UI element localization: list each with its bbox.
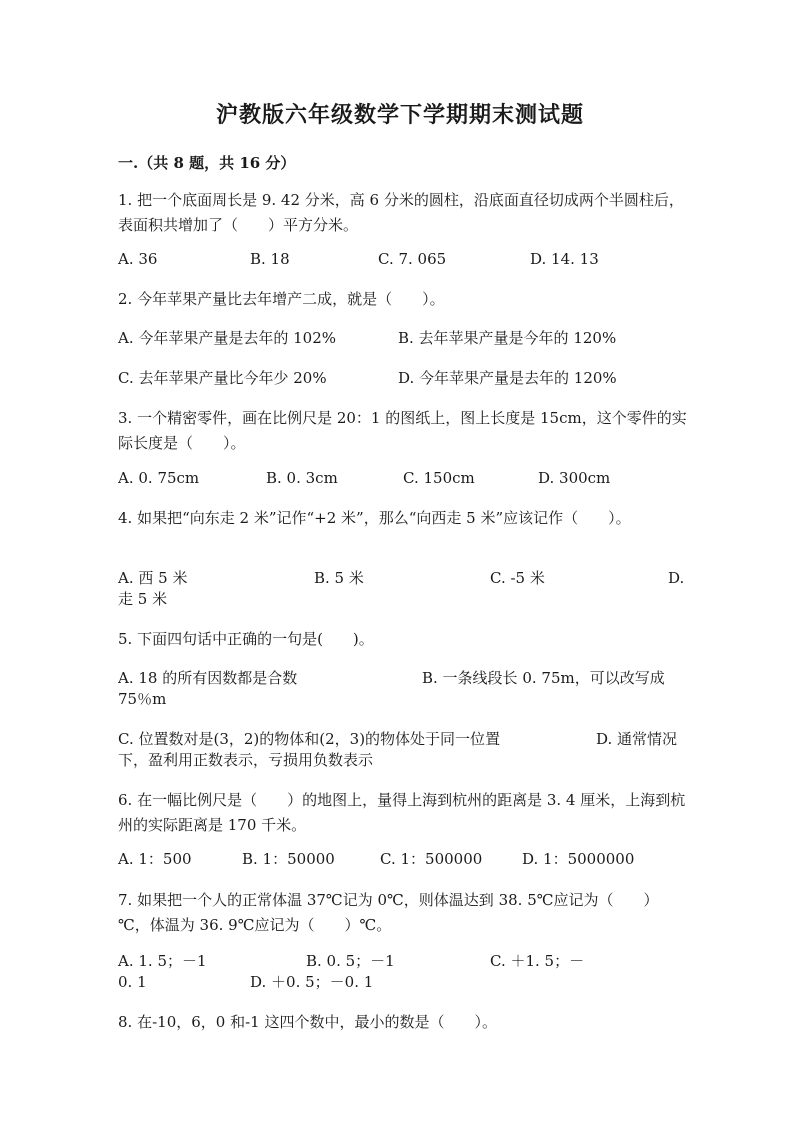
question-6-option-b: B. 1：50000 bbox=[242, 850, 335, 868]
question-6-text: 6. 在一幅比例尺是（ ）的地图上，量得上海到杭州的距离是 3. 4 厘米，上海到杭州的实际距离是 170 千米。 bbox=[118, 791, 686, 834]
question-5-option-d: D. 通常情况 bbox=[596, 730, 678, 748]
question-6-option-d: D. 1：5000000 bbox=[522, 850, 635, 868]
question-7-option-c: C. ＋1. 5；－ bbox=[490, 952, 585, 970]
question-4-option-b: B. 5 米 bbox=[314, 569, 364, 587]
question-1-option-c: C. 7. 065 bbox=[378, 250, 447, 268]
question-1-option-d: D. 14. 13 bbox=[530, 250, 599, 268]
section-header: 一.（共 8 题，共 16 分） bbox=[118, 154, 296, 172]
question-5-option-c: C. 位置数对是(3，2)的物体和(2，3)的物体处于同一位置 bbox=[118, 730, 501, 748]
question-5-text: 5. 下面四句话中正确的一句是( )。 bbox=[118, 630, 374, 648]
question-8-text: 8. 在-10，6，0 和-1 这四个数中，最小的数是（ ）。 bbox=[118, 1013, 497, 1031]
question-5-option-a: A. 18 的所有因数都是合数 bbox=[118, 669, 298, 687]
question-6-option-a: A. 1：500 bbox=[118, 850, 192, 868]
question-3-option-d: D. 300cm bbox=[538, 469, 611, 487]
question-3-option-c: C. 150cm bbox=[403, 469, 475, 487]
question-6-option-c: C. 1：500000 bbox=[380, 850, 483, 868]
question-3-option-a: A. 0. 75cm bbox=[118, 469, 200, 487]
question-1-text: 1. 把一个底面周长是 9. 42 分米，高 6 分米的圆柱，沿底面直径切成两个半圆柱后，表面积共增加了（ ）平方分米。 bbox=[118, 191, 684, 234]
question-4-option-d: D. bbox=[668, 569, 685, 587]
question-2-option-d: D. 今年苹果产量是去年的 120% bbox=[398, 369, 617, 387]
question-7-option-c-continued: 0. 1 bbox=[118, 973, 147, 991]
question-2-text: 2. 今年苹果产量比去年增产二成，就是（ ）。 bbox=[118, 290, 445, 308]
question-4-option-a: A. 西 5 米 bbox=[118, 569, 188, 587]
question-7-option-a: A. 1. 5；－1 bbox=[118, 952, 207, 970]
question-5-option-b: B. 一条线段长 0. 75m，可以改写成 bbox=[422, 669, 665, 687]
question-7-option-d: D. ＋0. 5；－0. 1 bbox=[250, 973, 374, 991]
question-2-option-b: B. 去年苹果产量是今年的 120% bbox=[398, 329, 617, 347]
page-title: 沪教版六年级数学下学期期末测试题 bbox=[215, 102, 584, 128]
question-5-option-b-continued: 75％m bbox=[118, 690, 167, 708]
question-1-option-a: A. 36 bbox=[118, 250, 158, 268]
question-1-option-b: B. 18 bbox=[250, 250, 290, 268]
question-4-text: 4. 如果把“向东走 2 米”记作“+2 米”，那么“向西走 5 米”应该记作（ ）。 bbox=[118, 509, 631, 527]
question-3-option-b: B. 0. 3cm bbox=[266, 469, 338, 487]
question-3-text: 3. 一个精密零件，画在比例尺是 20：1 的图纸上，图上长度是 15cm，这个零件的实际长度是（ ）。 bbox=[118, 409, 687, 452]
question-2-option-a: A. 今年苹果产量是去年的 102% bbox=[118, 329, 337, 347]
question-7-text: 7. 如果把一个人的正常体温 37℃记为 0℃，则体温达到 38. 5℃应记为（ ）℃，体温为 36. 9℃应记为（ ）℃。 bbox=[118, 891, 659, 934]
question-2-option-c: C. 去年苹果产量比今年少 20% bbox=[118, 369, 327, 387]
question-4-option-c: C. -5 米 bbox=[490, 569, 545, 587]
question-5-option-d-continued: 下，盈利用正数表示，亏损用负数表示 bbox=[118, 751, 374, 769]
question-4-option-d-continued: 走 5 米 bbox=[118, 590, 168, 608]
question-7-option-b: B. 0. 5；－1 bbox=[306, 952, 395, 970]
